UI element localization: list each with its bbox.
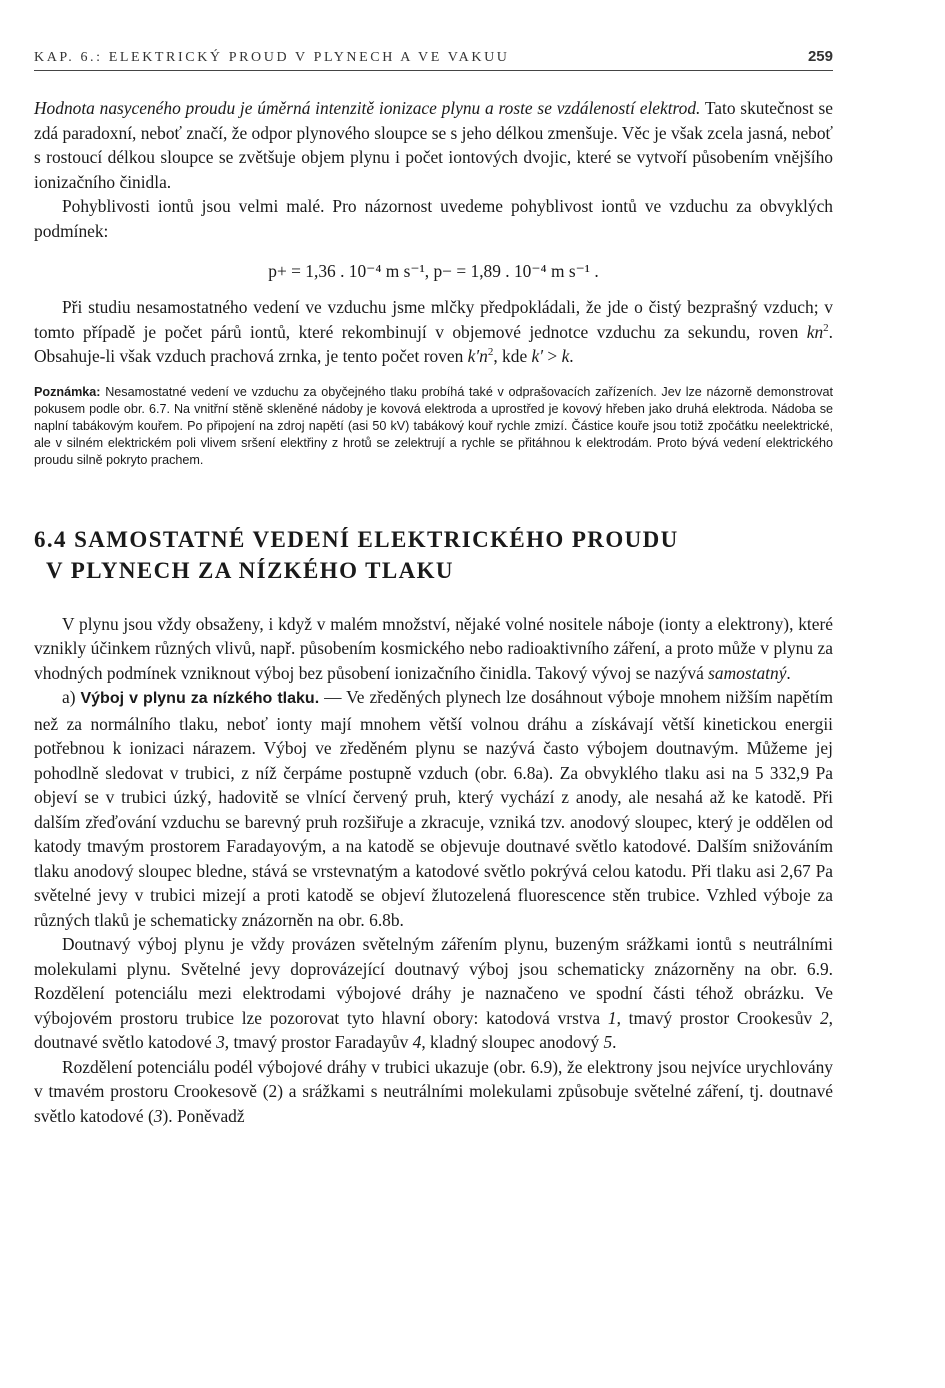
paragraph-glow-discharge: Doutnavý výboj plynu je vždy provázen světelným zářením plynu, buzeným srážkami iontů s neutrálními molekulami plynu. Světelné jevy doprovázející doutnavý výboj jsou schematicky znázorněny na obr. 6.9. Rozdělení potenciálu mezi elektrodami výbojové dráhy je naznačeno ve spodní části téhož obrázku. Ve výbojovém prostoru trubice lze pozorovat tyto hlavní obory: katodová vrstva 1, tmavý prostor Crookesův 2, doutnavé světlo katodové 3, tmavý prostor Faradayův 4, kladný sloupec anodový 5. bbox=[34, 934, 834, 1053]
running-title: KAP. 6.: ELEKTRICKÝ PROUD V PLYNECH A VE VAKUU bbox=[34, 50, 510, 65]
mobility-formula: p+ = 1,36 . 10⁻⁴ m s⁻¹, p− = 1,89 . 10⁻⁴ m s⁻¹ . bbox=[268, 261, 599, 281]
note-text: Nesamostatné vedení ve vzduchu za obyčejného tlaku probíhá také v odprašovacích zařízeních. Jev lze názorně demonstrovat pokusem podle obr. 6.7. Na vnitřní stěně skleněné nádoby je kovová elektroda a uprostřed je kovový hřeben jako druhá elektroda. Nádoba se naplní tabákovým kouřem. Po připojení na zdroj napětí (asi 50 kV) tabákový kouř rychle zmizí. Částice kouře jsou totiž zpočátku neelektrické, ale v silném elektrickém poli vlivem sršení elektřiny z hrotů se zelektrují a rychle se přitáhnou k elektrodám. Proto bývá vedení elektrického proudu silně pokryto prachem. bbox=[34, 384, 833, 468]
paragraph-saturation-current: Hodnota nasyceného proudu je úměrná intenzitě ionizace plynu a roste se vzdáleností elektrod. Tato skutečnost se zdá paradoxní, neboť značí, že odpor plynového sloupce se s jeho délkou zmenšuje. Věc je však zcela jasná, neboť s rostoucí délkou sloupce se zvětšuje objem plynu i počet iontových dvojic, které se vytvoří působením vnějšího ionizačního činidla. bbox=[34, 98, 833, 192]
subsection-heading: Výboj v plynu za nízkého tlaku. bbox=[80, 690, 320, 708]
paragraph-dusty-air: Při studiu nesamostatného vedení ve vzduchu jsme mlčky předpokládali, že jde o čistý bezprašný vzduch; v tomto případě je počet párů iontů, které rekombinují v objemové jednotce vzduchu za sekundu, roven $kn^2$. Obsahuje-li však vzduch prachová zrnka, je tento počet roven $k'n^2$, kde k′ > k. bbox=[34, 297, 833, 366]
section-number: 6.4 bbox=[34, 526, 67, 552]
note-block bbox=[34, 384, 833, 470]
page-content bbox=[34, 96, 833, 1128]
paragraph-potential-distribution: Rozdělení potenciálu podél výbojové dráhy v trubici ukazuje (obr. 6.9), že elektrony jsou nejvíce urychlovány v tmavém prostoru Crookesově (2) a srážkami s neutrálními molekulami způsobuje světelné záření, tj. doutnavé světlo katodové (3). Poněvadž bbox=[34, 1056, 833, 1126]
paragraph-ion-mobility: Pohyblivosti iontů jsou velmi malé. Pro názornost uvedeme pohyblivost iontů ve vzduchu za obvyklých podmínek: bbox=[34, 196, 833, 241]
section-title-line2: V PLYNECH ZA NÍZKÉHO TLAKU bbox=[46, 557, 454, 583]
paragraph-low-pressure-discharge: a) Výboj v plynu za nízkého tlaku. — Ve zředěných plynech lze dosáhnout výboje mnohem nižším napětím než za normálního tlaku, neboť ionty mají mnohem větší volnou dráhu a získávají větší kinetickou energii potřebnou k ionizaci nárazem. Výboj ve zředěném plynu se nazývá často výbojem doutnavým. Můžeme jej pohodlně sledovat v trubici, z níž čerpáme postupně vzduch (obr. 6.8a). Za obvyklého tlaku asi na 5 332,9 Pa objeví se v trubici úzký, hadovitě se vlnící červený pruh, který vychází z anody, ale nesahá až ke katodě. Při dalším zřeďování vzduchu se barevný pruh rozšiřuje a zkracuje, vzniká tzv. anodový sloupec, který je oddělen od katody tmavým prostorem Faradayovým, a na katodě se objevuje doutnavé světlo katodové. Dalším snižováním tlaku anodový sloupec bledne, stává se vrstevnatým a katodové světlo pokrývá celou katodu. Při tlaku asi 2,67 Pa světelné jevy v trubici mizejí a proti katodě se objeví žlutozelená fluorescence stěn trubice. Vzhled výboje za různých tlaků je schematicky znázorněn na obr. 6.8b. bbox=[34, 687, 834, 930]
page-number: 259 bbox=[807, 48, 833, 65]
italic-statement: Hodnota nasyceného proudu je úměrná intenzitě ionizace plynu a roste se vzdáleností elektrod. bbox=[34, 98, 701, 118]
note-label: Poznámka: bbox=[34, 384, 101, 399]
running-head bbox=[34, 48, 833, 66]
header-rule bbox=[34, 70, 833, 71]
paragraph-free-carriers: V plynu jsou vždy obsaženy, i když v malém množství, nějaké volné nositele náboje (ionty a elektrony), které vznikly účinkem různých vlivů, např. působením kosmického nebo radioaktivního záření, a proto může v plynu za vhodných podmínek vzniknout výboj bez působení ionizačního činidla. Takový vývoj se nazývá samostatný. bbox=[34, 613, 833, 683]
section-title-line1: SAMOSTATNÉ VEDENÍ ELEKTRICKÉHO PROUDU bbox=[74, 526, 679, 552]
section-heading bbox=[34, 524, 833, 586]
